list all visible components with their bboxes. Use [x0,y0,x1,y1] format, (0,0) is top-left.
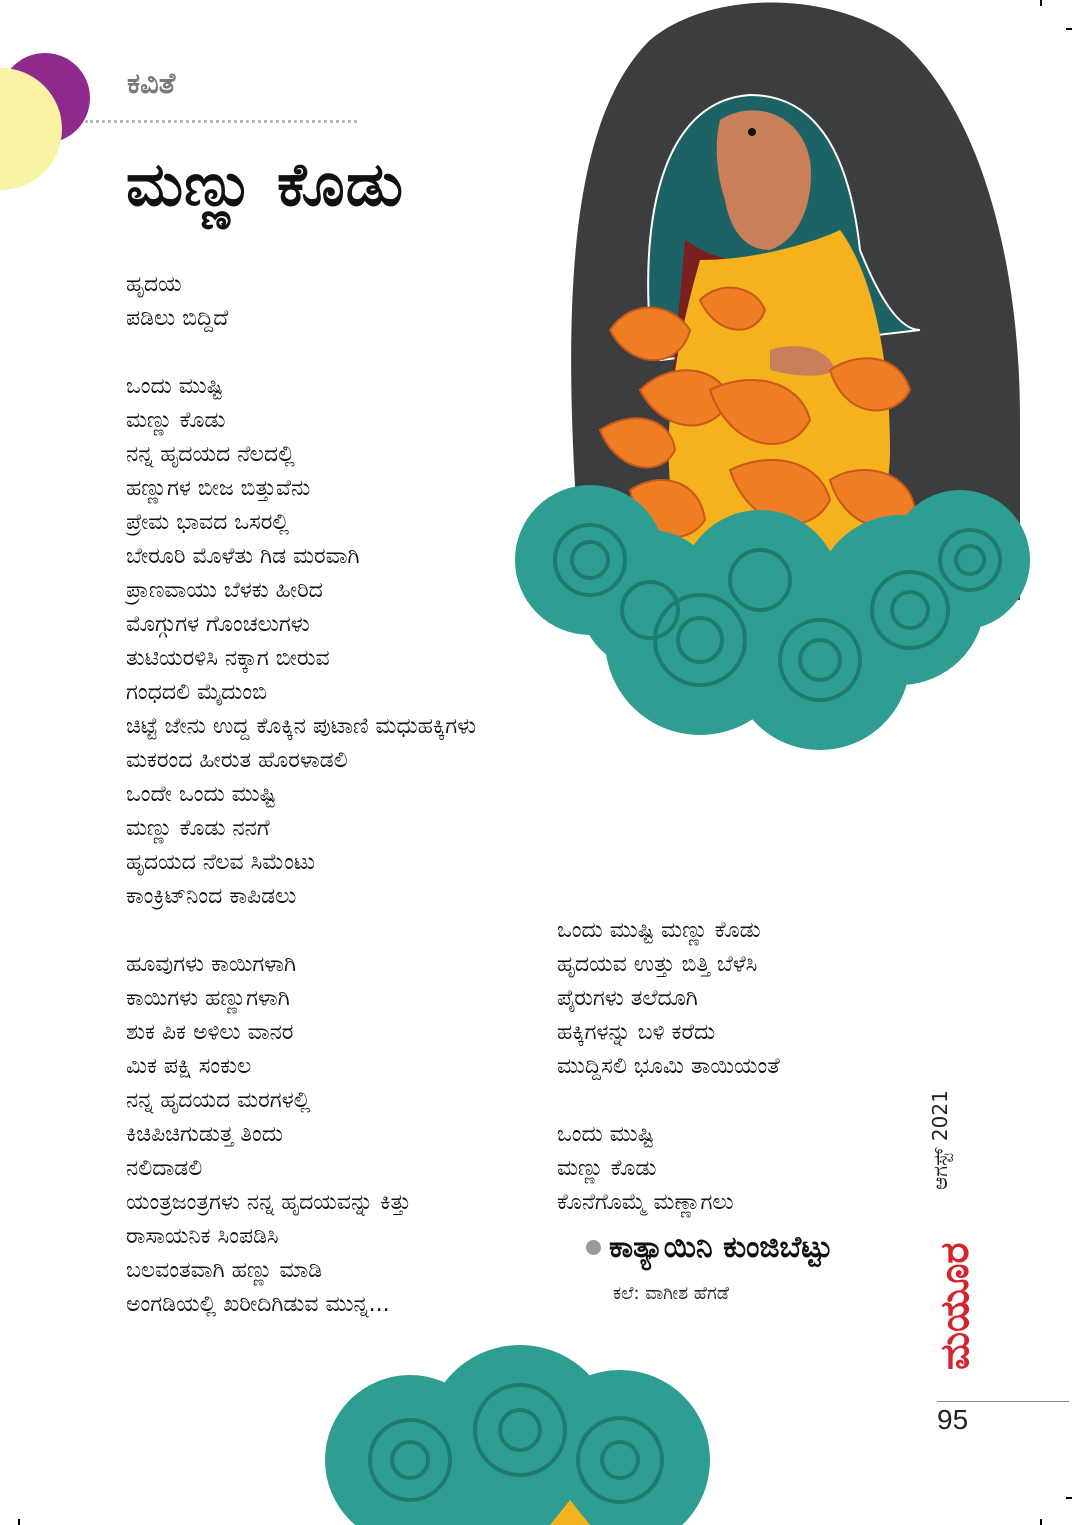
poem-line: ಪಡಿಲು ಬಿದ್ದಿದೆ [126,306,229,331]
poem-line: ಮಕರಂದ ಹೀರುತ ಹೊರಳಾಡಲಿ [126,748,348,773]
illustration-woman-flowers [500,0,1040,760]
bullet-icon [586,1240,601,1255]
footer-rule [937,1401,1069,1402]
poem-line [557,1084,780,1118]
poem-line [126,336,476,370]
author-name: ಕಾತ್ಯಾಯಿನಿ ಕುಂಜಿಬೆಟ್ಟು [609,1230,833,1265]
poem-line: ಮಣ್ಣು ಕೊಡು [557,1156,657,1181]
poem-line: ತುಟಿಯರಳಿಸಿ ನಕ್ಕಾಗ ಬೀರುವ [126,646,330,671]
poem-line: ಒಂದೇ ಒಂದು ಮುಷ್ಟಿ [126,782,277,807]
dotted-divider [85,120,357,123]
crop-mark [1040,0,1042,6]
crop-mark [1040,1519,1042,1525]
poem-line: ಬೇರೂರಿ ಮೊಳೆತು ಗಿಡ ಮರವಾಗಿ [126,544,360,569]
poem-line: ಹೂವುಗಳು ಕಾಯಿಗಳಾಗಿ [126,952,296,977]
poem-line: ಹಕ್ಕಿಗಳನ್ನು ಬಳಿ ಕರೆದು [557,1020,716,1045]
poem-line: ಹಣ್ಣುಗಳ ಬೀಜ ಬಿತ್ತುವೆನು [126,476,311,501]
poem-line: ಕಾಯಿಗಳು ಹಣ್ಣುಗಳಾಗಿ [126,986,290,1011]
crop-mark [1066,1497,1072,1499]
section-label: ಕವಿತೆ [127,66,176,100]
poem-line: ಬಲವಂತವಾಗಿ ಹಣ್ಣು ಮಾಡಿ [126,1258,323,1283]
poem-line: ಮೊಗ್ಗುಗಳ ಗೊಂಚಲುಗಳು [126,612,310,637]
poem-line: ಗಂಧದಲಿ ಮೈದುಂಬಿ [126,680,267,705]
poem-line: ಹೃದಯ [126,272,182,297]
poem-line: ಮಿಕ ಪಕ್ಷಿ ಸಂಕುಲ [126,1054,252,1079]
poem-line [126,914,476,948]
poem-line: ಹೃದಯವ ಉತ್ತು ಬಿತ್ತಿ ಬೆಳೆಸಿ [557,952,758,977]
poem-line: ನಲಿದಾಡಲಿ [126,1156,203,1181]
author-byline [586,1230,833,1265]
poem-line: ನನ್ನ ಹೃದಯದ ಮರಗಳಲ್ಲಿ [126,1088,311,1113]
poem-line: ಒಂದು ಮುಷ್ಟಿ ಮಣ್ಣು ಕೊಡು [557,918,761,943]
poem-line: ಪ್ರೇಮ ಭಾವದ ಒಸರಲ್ಲಿ [126,510,290,535]
art-credit: ಕಲೆ: ವಾಗೀಶ ಹೆಗಡೆ [613,1283,729,1304]
poem-line: ಯಂತ್ರಜಂತ್ರಗಳು ನನ್ನ ಹೃದಯವನ್ನು ಕಿತ್ತು [126,1190,412,1215]
poem-line: ಒಂದು ಮುಷ್ಟಿ [126,374,224,399]
poem-line: ಕಿಚಿಪಿಚಿಗುಡುತ್ತ ತಿಂದು [126,1122,284,1147]
crop-mark [1066,28,1072,30]
poem-line: ಪ್ರಾಣವಾಯು ಬೆಳಕು ಹೀರಿದ [126,578,323,603]
poem-line: ಒಂದು ಮುಷ್ಟಿ [557,1122,655,1147]
illustration-teal-swirls-bottom [320,1330,720,1525]
poem-title: ಮಣ್ಣು ಕೊಡು [126,150,405,220]
poem-line: ಮಣ್ಣು ಕೊಡು ನನಗೆ [126,816,270,841]
poem-line: ಮುದ್ದಿಸಲಿ ಭೂಮಿ ತಾಯಿಯಂತೆ [557,1054,780,1079]
poem-column-1 [126,268,476,1322]
poem-line: ಅಂಗಡಿಯಲ್ಲಿ ಖರೀದಿಗಿಡುವ ಮುನ್ನ... [126,1292,390,1317]
poem-line: ಕಾಂಕ್ರಿಟ್‌ನಿಂದ ಕಾಪಿಡಲು [126,884,297,909]
poem-line: ಮಣ್ಣು ಕೊಡು [126,408,226,433]
crop-mark [18,1519,20,1525]
poem-line: ನನ್ನ ಹೃದಯದ ನೆಲದಲ್ಲಿ [126,442,295,467]
poem-line: ಶುಕ ಪಿಕ ಅಳಿಲು ವಾನರ [126,1020,294,1045]
poem-line: ಹೃದಯದ ನೆಲವ ಸಿಮೆಂಟು [126,850,316,875]
poem-line: ಪೈರುಗಳು ತಲೆದೂಗಿ [557,986,698,1011]
poem-line: ಕೊನೆಗೊಮ್ಮೆ ಮಣ್ಣಾಗಲು [557,1190,734,1215]
poem-line: ಚಿಟ್ಟೆ ಜೇನು ಉದ್ದ ಕೊಕ್ಕಿನ ಪುಟಾಣಿ ಮಧುಹಕ್ಕಿಗಳು [126,714,477,739]
page-number: 95 [937,1404,969,1435]
magazine-logo: ಮಯೂರ [932,1242,978,1370]
poem-column-2 [557,914,780,1220]
issue-date: ಆಗಸ್ಟ್ 2021 [928,1090,952,1190]
poem-line: ರಾಸಾಯನಿಕ ಸಿಂಪಡಿಸಿ [126,1224,279,1249]
